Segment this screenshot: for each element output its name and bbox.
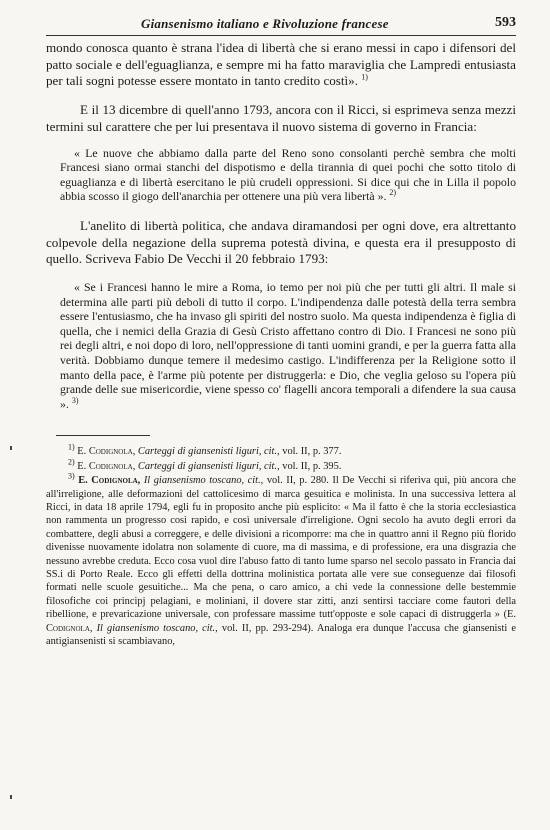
footnotes (46, 442, 516, 648)
footnote: $^{3)}$ E. Codignola, Il giansenismo toscano, cit., vol. II, p. 280. Il De Vecchi si riferiva qui, più ancora che all'irreligione, alle deformazioni del cattolicesimo di marca gesuitica e molinista. In una successiva lettera al Ricci, in data 18 aprile 1794, egli fu in proposito anche più esplicito: « Ma il fatto è che la storia ecclesiastica non rammenta un progresso così rapido, e così universale d'irreligione. Ogni secolo ha avuto degli errori da combattere, degli abusi a correggere, e delle divisioni a ricomporre: ma che in quattro anni il Regno più florido divenisse nuovamente idolatra non solamente di cuore, ma di massima, e di professione, era una disgrazia che nessuno avrebbe creduta. Ecco cosa vuol dire l'abuso fatto di tanto lume sparso nel secolo passato in Francia dai SS.i di Porto Reale. Ecco gli effetti della dottrina molinistica portata alle vere sue conseguenze dai filosofi formati nelle scuole gesuitiche... Ma che pena, o caro amico, a chi vede la connessione delle bestemmie filosofiche coi principj pelagiani, e moliniani, il dovere star zitti, anzi sentirsi tacciare come fautori della ribellione, e prevaricazione universale, con professare massime tutt'opposte e sole capaci di distruggerla » (E. Codignola, Il giansenismo toscano, cit., vol. II, pp. 293-294). Analoga era dunque l'accusa che giansenisti e antigiansenisti si scambiavano, (46, 471, 516, 648)
margin-mark (10, 446, 12, 450)
paragraph: E il 13 dicembre di quell'anno 1793, ancora con il Ricci, si esprimeva senza mezzi termini sul carattere che per lui presentava il nuovo sistema di governo in Francia: (46, 102, 516, 134)
note-ref: 2) (389, 188, 397, 198)
footnote-rule (56, 435, 150, 436)
page-header (46, 0, 516, 40)
margin-mark (10, 795, 12, 799)
paragraph: L'anelito di libertà politica, che andava diramandosi per ogni dove, era altrettanto colpevole della negazione della suprema potestà divina, e questa era il presupposto di quello. Scriveva Fabio De Vecchi il 20 febbraio 1793: (46, 217, 516, 267)
footnote: $^{2)}$ E. Codignola, Carteggi di giansenisti liguri, cit., vol. II, p. 395. (68, 457, 342, 472)
note-ref: 1) (361, 73, 368, 83)
page-number: 593 (495, 15, 516, 30)
running-title: Giansenismo italiano e Rivoluzione francese (141, 16, 389, 31)
block-quote: « Le nuove che abbiamo dalla parte del Reno sono consolanti perchè sembra che molti Francesi siano ormai stanchi del dispotismo e della tirannia di quei pochi che sotto titolo di eguaglianza e di libertà esercitano le più crudeli oppressioni. Si dice qui che in Lilla il popolo abbia scosso il giogo dell'anarchia per ottenere una più vera libertà ». $^{2)}$ (60, 145, 516, 204)
block-quote: « Se i Francesi hanno le mire a Roma, io temo per noi più che per tutti gli altri. Il male si determina alle parti più deboli di tutto il corpo. L'indipendenza dalle potestà della terra sembra essere l'entusiasmo, che ha invaso gli spiriti del nostro suolo. Ma questa indipendenza è figlia di quella, che i nemici della Grazia di Gesù Cristo affettano contro di Dio. I Francesi ne sono più rei degli altri, e noi dopo di loro, nell'oppressione di tanti uomini grandi, e per la guerra fatta alla verità. Dobbiamo dunque temere il medesimo castigo. L'indifferenza per la Religione sotto il manto della pace, è l'arme più potente per distruggerla: e Dio, che veglia geloso su l'opera più grande delle sue misericordie, viene spesso co' flagelli ancora temporali a difendere la sua causa ». $^{3)}$ (60, 280, 516, 411)
footnote: $^{1)}$ E. Codignola, Carteggi di giansenisti liguri, cit., vol. II, p. 377. (68, 442, 342, 458)
paragraph-continuation: mondo conosca quanto è strana l'idea di libertà che si erano messi in capo i difensori del patto sociale e dell'eguaglianza, e sempre mi ha fatto maraviglia che Lampredi entusiasta per tali sogni potesse essere montato in tanto credito costì». $^{1)}$ (46, 40, 516, 89)
main-text (46, 40, 516, 411)
note-ref: 3) (71, 395, 79, 405)
header-rule (46, 35, 516, 36)
